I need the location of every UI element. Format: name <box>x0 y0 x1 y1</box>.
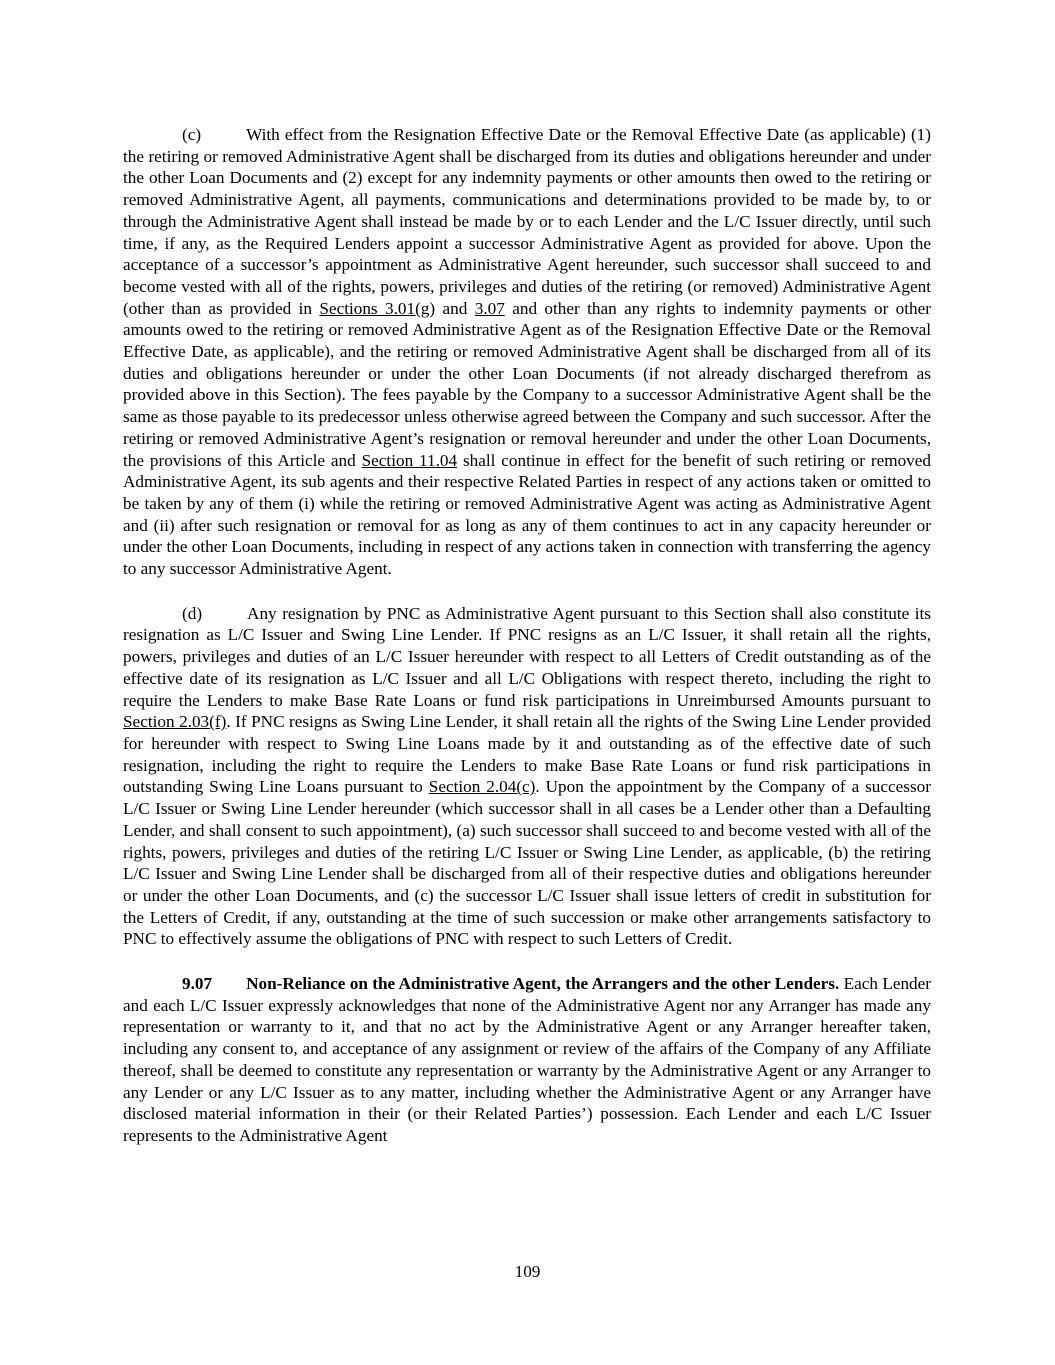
section-number-9-07: 9.07 <box>182 974 213 994</box>
paragraph-9-07-text: Each Lender and each L/C Issuer expressly acknowledges that none of the Administrative Agent nor any Arranger has made any representation or warranty to it, and that no act by the Administrative Agent or any Arranger hereafter taken, including any consent to, and acceptance of any assignment or review of the affairs of the Company of any Affiliate thereof, shall be deemed to constitute any representation or warranty by the Administrative Agent or any Arranger to any Lender or any L/C Issuer as to any matter, including whether the Administrative Agent or any Arranger have disclosed material information in their (or their Related Parties’) possession. Each Lender and each L/C Issuer represents to the Administrative Agent <box>123 974 931 1145</box>
paragraph-d-text: . If PNC resigns as Swing Line Lender, it shall retain all the rights of the Swing Line Lender provided for hereunder with respect to Swing Line Loans made by it and outstanding as of the effective date of such resignation, including the right to require the Lenders to make Base Rate Loans or fund risk participations in outstanding Swing Line Loans pursuant to <box>123 712 931 797</box>
paragraph-c-text: and other than any rights to indemnity payments or other amounts owed to the retiring or removed Administrative Agent as of the Resignation Effective Date or the Removal Effective Date, as applicable), and the retiring or removed Administrative Agent shall be discharged from all of its duties and obligations hereunder or under the other Loan Documents (if not already discharged therefrom as provided above in this Section). The fees payable by the Company to a successor Administrative Agent shall be the same as those payable to its predecessor unless otherwise agreed between the Company and such successor. After the retiring or removed Administrative Agent’s resignation or removal hereunder and under the other Loan Documents, the provisions of this Article and <box>123 298 931 470</box>
section-ref-2-04c: Section 2.04(c) <box>428 777 536 797</box>
section-heading-9-07: Non-Reliance on the Administrative Agent, the Arrangers and the other Lenders. <box>246 974 840 994</box>
paragraph-c-text: and <box>435 298 475 318</box>
paragraph-9-07 <box>123 973 931 1147</box>
tab-spacer <box>201 139 246 140</box>
document-body <box>123 124 931 1147</box>
section-ref-3-07: 3.07 <box>474 298 505 318</box>
tab-spacer <box>202 618 247 619</box>
section-ref-11-04: Section 11.04 <box>361 450 458 470</box>
section-ref-3-01g: Sections 3.01(g) <box>319 298 436 318</box>
paragraph-c-text: With effect from the Resignation Effective Date or the Removal Effective Date (as applicable) (1) the retiring or removed Administrative Agent shall be discharged from its duties and obligations hereunder and under the other Loan Documents and (2) except for any indemnity payments or other amounts then owed to the retiring or removed Administrative Agent, all payments, communications and determinations provided to be made by, to or through the Administrative Agent shall instead be made by or to each Lender and the L/C Issuer directly, until such time, if any, as the Required Lenders appoint a successor Administrative Agent as provided for above. Upon the acceptance of a successor’s appointment as Administrative Agent hereunder, such successor shall succeed to and become vested with all of the rights, powers, privileges and duties of the retiring (or removed) Administrative Agent (other than as provided in <box>123 125 931 318</box>
paragraph-d-text: Any resignation by PNC as Administrative Agent pursuant to this Section shall also constitute its resignation as L/C Issuer and Swing Line Lender. If PNC resigns as an L/C Issuer, it shall retain all the rights, powers, privileges and duties of an L/C Issuer hereunder with respect to all Letters of Credit outstanding as of the effective date of its resignation as L/C Issuer and all L/C Obligations with respect thereto, including the right to require the Lenders to make Base Rate Loans or fund risk participations in Unreimbursed Amounts pursuant to <box>123 603 931 710</box>
page-number: 109 <box>514 1262 541 1281</box>
paragraph-d-text: . Upon the appointment by the Company of a successor L/C Issuer or Swing Line Lender hereunder (which successor shall in all cases be a Lender other than a Defaulting Lender, and shall consent to such appointment), (a) such successor shall succeed to and become vested with all of the rights, powers, privileges and duties of the retiring L/C Issuer or Swing Line Lender, as applicable, (b) the retiring L/C Issuer and Swing Line Lender shall be discharged from all of their respective duties and obligations hereunder or under the other Loan Documents, and (c) the successor L/C Issuer shall issue letters of credit in substitution for the Letters of Credit, if any, outstanding at the time of such succession or make other arrangements satisfactory to PNC to effectively assume the obligations of PNC with respect to such Letters of Credit. <box>123 777 931 949</box>
section-ref-2-03f: Section 2.03(f) <box>123 712 227 732</box>
paragraph-d <box>123 603 931 950</box>
paragraph-c-text: shall continue in effect for the benefit of such retiring or removed Administrative Agent, its sub agents and their respective Related Parties in respect of any actions taken or omitted to be taken by any of them (i) while the retiring or removed Administrative Agent was acting as Administrative Agent and (ii) after such resignation or removal for as long as any of them continues to act in any capacity hereunder or under the other Loan Documents, including in respect of any actions taken in connection with transferring the agency to any successor Administrative Agent. <box>123 450 931 579</box>
paragraph-c <box>123 124 931 580</box>
paragraph-c-label: (c) <box>182 125 202 144</box>
paragraph-d-label: (d) <box>182 603 203 623</box>
tab-spacer <box>212 988 246 989</box>
